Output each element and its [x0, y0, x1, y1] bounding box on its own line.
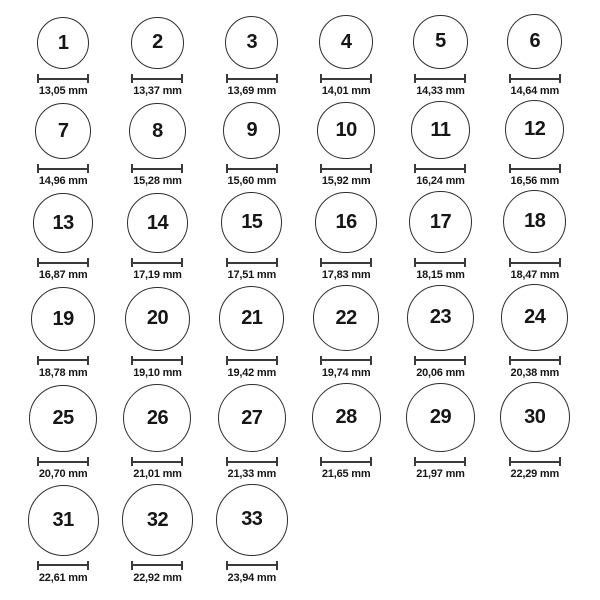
ring-circle: [315, 192, 377, 254]
ring-size-item: [393, 14, 487, 97]
ring-size-number: 6: [529, 30, 541, 53]
ring-circle: [37, 17, 89, 69]
measure-bar: [414, 359, 466, 361]
diameter-measure-line: [414, 258, 466, 267]
diameter-label: 14,96 mm: [38, 175, 88, 188]
ring-size-item: [205, 100, 299, 187]
ring-size-number: 11: [430, 118, 451, 141]
diameter-measure-line: [320, 164, 372, 173]
ring-size-item: [110, 14, 204, 97]
diameter-label: 22,29 mm: [510, 468, 560, 481]
diameter-measure-line: [131, 258, 183, 267]
ring-circle: [127, 193, 187, 253]
ring-circle: [409, 191, 471, 253]
ring-circle: [313, 285, 378, 350]
ring-size-item: [299, 100, 393, 187]
measure-bar: [414, 461, 466, 463]
ring-size-item: [205, 382, 299, 481]
diameter-measure-line: [131, 457, 183, 466]
measure-bar: [509, 168, 561, 170]
measure-bar: [414, 168, 466, 170]
ring-size-item: [110, 382, 204, 481]
diameter-label: 13,37 mm: [133, 85, 182, 98]
diameter-label: 18,15 mm: [416, 269, 465, 282]
ring-circle: [218, 384, 287, 453]
ring-size-number: 26: [146, 406, 169, 429]
diameter-label: 19,42 mm: [227, 366, 277, 379]
diameter-measure-line: [414, 74, 466, 83]
ring-size-item: [110, 484, 204, 584]
diameter-label: 13,05 mm: [38, 85, 88, 98]
diameter-measure-line: [37, 356, 89, 365]
ring-size-row: [16, 14, 582, 97]
ring-size-row: [16, 382, 582, 481]
measure-bar: [37, 461, 89, 463]
measure-bar: [320, 262, 372, 264]
diameter-measure-line: [226, 356, 278, 365]
diameter-measure-line: [37, 258, 89, 267]
ring-size-item: [488, 14, 582, 97]
diameter-label: 21,01 mm: [133, 468, 182, 481]
diameter-measure-line: [226, 164, 278, 173]
ring-size-item: [16, 100, 110, 187]
ring-circle: [507, 14, 562, 69]
ring-circle: [35, 103, 91, 159]
diameter-label: 17,51 mm: [227, 269, 277, 282]
measure-bar: [414, 78, 466, 80]
diameter-measure-line: [414, 164, 466, 173]
ring-size-row: [16, 100, 582, 187]
diameter-label: 18,78 mm: [38, 366, 88, 379]
measure-bar: [37, 262, 89, 264]
measure-bar: [320, 78, 372, 80]
ring-circle: [500, 382, 571, 453]
diameter-measure-line: [226, 258, 278, 267]
ring-size-number: 8: [152, 119, 163, 142]
diameter-measure-line: [509, 356, 561, 365]
diameter-measure-line: [509, 164, 561, 173]
measure-bar: [509, 78, 561, 80]
ring-size-number: 18: [524, 210, 546, 233]
diameter-label: 16,87 mm: [38, 269, 88, 282]
ring-size-item: [488, 190, 582, 281]
ring-circle: [312, 383, 381, 452]
ring-size-item: [16, 382, 110, 481]
ring-circle: [125, 287, 189, 351]
diameter-measure-line: [509, 457, 561, 466]
ring-size-item: [393, 382, 487, 481]
ring-circle: [122, 484, 194, 556]
measure-bar: [131, 168, 183, 170]
measure-bar: [131, 564, 183, 566]
ring-size-item: [393, 100, 487, 187]
ring-size-number: 25: [52, 407, 74, 430]
ring-circle: [406, 383, 476, 453]
ring-size-number: 1: [57, 31, 69, 54]
ring-size-number: 21: [241, 307, 263, 329]
ring-size-number: 7: [57, 119, 69, 142]
measure-bar: [37, 78, 89, 80]
ring-circle: [223, 102, 280, 159]
ring-circle: [505, 100, 564, 159]
diameter-label: 19,10 mm: [133, 366, 182, 379]
ring-circle: [123, 384, 191, 452]
diameter-label: 14,01 mm: [321, 85, 371, 98]
diameter-measure-line: [131, 561, 183, 570]
ring-size-item: [110, 100, 204, 187]
ring-circle: [131, 17, 184, 70]
ring-size-item: [299, 284, 393, 379]
ring-size-number: 31: [52, 508, 74, 531]
measure-bar: [226, 359, 278, 361]
diameter-measure-line: [37, 74, 89, 83]
measure-bar: [131, 262, 183, 264]
diameter-label: 21,33 mm: [227, 468, 277, 481]
diameter-label: 22,92 mm: [133, 571, 182, 584]
diameter-label: 15,28 mm: [133, 175, 182, 188]
ring-circle: [221, 192, 282, 253]
measure-bar: [37, 359, 89, 361]
measure-bar: [37, 168, 89, 170]
ring-circle: [28, 485, 99, 556]
diameter-label: 18,47 mm: [510, 269, 560, 282]
diameter-label: 17,19 mm: [133, 269, 182, 282]
ring-size-item: [16, 484, 110, 584]
ring-size-number: 28: [335, 406, 357, 429]
ring-size-number: 22: [335, 306, 357, 329]
ring-size-number: 2: [152, 31, 163, 54]
ring-circle: [129, 103, 185, 159]
ring-size-number: 4: [340, 30, 352, 53]
ring-size-number: 30: [524, 405, 546, 428]
ring-size-item: [488, 100, 582, 187]
diameter-measure-line: [320, 258, 372, 267]
diameter-measure-line: [226, 74, 278, 83]
ring-size-number: 15: [241, 211, 263, 234]
diameter-label: 19,74 mm: [321, 366, 371, 379]
diameter-measure-line: [320, 356, 372, 365]
measure-bar: [320, 461, 372, 463]
measure-bar: [320, 359, 372, 361]
ring-circle: [31, 287, 95, 351]
ring-size-item: [205, 284, 299, 379]
diameter-measure-line: [226, 457, 278, 466]
measure-bar: [226, 564, 278, 566]
ring-size-item: [205, 484, 299, 584]
ring-circle: [411, 101, 469, 159]
ring-size-row: [16, 190, 582, 281]
ring-size-number: 33: [241, 508, 263, 531]
diameter-measure-line: [37, 561, 89, 570]
ring-size-number: 3: [246, 31, 258, 54]
diameter-label: 15,92 mm: [321, 175, 371, 188]
diameter-label: 21,97 mm: [416, 468, 465, 481]
diameter-measure-line: [37, 164, 89, 173]
diameter-measure-line: [509, 74, 561, 83]
ring-size-number: 32: [146, 508, 169, 531]
ring-size-item: [205, 14, 299, 97]
diameter-label: 22,61 mm: [38, 571, 88, 584]
ring-size-item: [299, 382, 393, 481]
diameter-label: 23,94 mm: [227, 571, 277, 584]
ring-circle: [501, 284, 568, 351]
diameter-label: 16,56 mm: [510, 175, 560, 188]
ring-size-number: 5: [435, 30, 446, 53]
ring-size-number: 14: [146, 211, 169, 234]
ring-size-item: [488, 284, 582, 379]
ring-size-number: 29: [429, 406, 452, 429]
measure-bar: [509, 461, 561, 463]
ring-circle: [317, 102, 375, 160]
ring-size-item: [488, 382, 582, 481]
measure-bar: [509, 262, 561, 264]
ring-circle: [225, 16, 278, 69]
diameter-label: 20,38 mm: [510, 366, 560, 379]
ring-circle: [319, 15, 373, 69]
diameter-label: 13,69 mm: [227, 85, 277, 98]
diameter-measure-line: [509, 258, 561, 267]
ring-circle: [216, 484, 288, 556]
diameter-measure-line: [131, 356, 183, 365]
ring-size-number: 20: [146, 307, 169, 330]
ring-size-number: 10: [335, 118, 357, 141]
ring-circle: [29, 385, 96, 452]
diameter-label: 16,24 mm: [416, 175, 465, 188]
measure-bar: [131, 78, 183, 80]
diameter-label: 20,70 mm: [38, 468, 88, 481]
measure-bar: [226, 262, 278, 264]
ring-size-number: 19: [52, 307, 74, 330]
ring-size-number: 12: [524, 118, 546, 141]
measure-bar: [226, 461, 278, 463]
ring-size-item: [110, 190, 204, 281]
ring-size-number: 9: [246, 119, 258, 142]
diameter-label: 14,64 mm: [510, 85, 560, 98]
measure-bar: [226, 168, 278, 170]
ring-size-number: 27: [241, 406, 263, 429]
measure-bar: [131, 359, 183, 361]
ring-size-number: 24: [524, 306, 546, 329]
ring-circle: [33, 193, 93, 253]
measure-bar: [131, 461, 183, 463]
diameter-measure-line: [414, 356, 466, 365]
ring-size-item: [16, 190, 110, 281]
diameter-label: 14,33 mm: [416, 85, 465, 98]
ring-size-item: [299, 14, 393, 97]
diameter-measure-line: [131, 74, 183, 83]
ring-size-number: 23: [429, 306, 452, 329]
diameter-label: 17,83 mm: [321, 269, 371, 282]
ring-size-number: 13: [52, 211, 74, 234]
ring-size-item: [110, 284, 204, 379]
diameter-measure-line: [37, 457, 89, 466]
ring-circle: [413, 15, 468, 70]
ring-circle: [219, 286, 284, 351]
measure-bar: [226, 78, 278, 80]
ring-size-row: [16, 284, 582, 379]
measure-bar: [320, 168, 372, 170]
diameter-measure-line: [414, 457, 466, 466]
measure-bar: [37, 564, 89, 566]
ring-size-number: 17: [429, 210, 452, 233]
diameter-measure-line: [320, 74, 372, 83]
ring-size-item: [393, 190, 487, 281]
ring-size-item: [16, 284, 110, 379]
diameter-label: 15,60 mm: [227, 175, 277, 188]
measure-bar: [509, 359, 561, 361]
ring-circle: [407, 285, 473, 351]
diameter-measure-line: [131, 164, 183, 173]
diameter-label: 20,06 mm: [416, 366, 465, 379]
diameter-measure-line: [226, 561, 278, 570]
diameter-label: 21,65 mm: [321, 468, 371, 481]
measure-bar: [414, 262, 466, 264]
diameter-measure-line: [320, 457, 372, 466]
ring-size-number: 16: [335, 210, 357, 233]
ring-circle: [503, 190, 566, 253]
ring-size-item: [205, 190, 299, 281]
ring-size-item: [299, 190, 393, 281]
ring-size-row: [16, 484, 582, 584]
ring-size-item: [16, 14, 110, 97]
ring-size-item: [393, 284, 487, 379]
